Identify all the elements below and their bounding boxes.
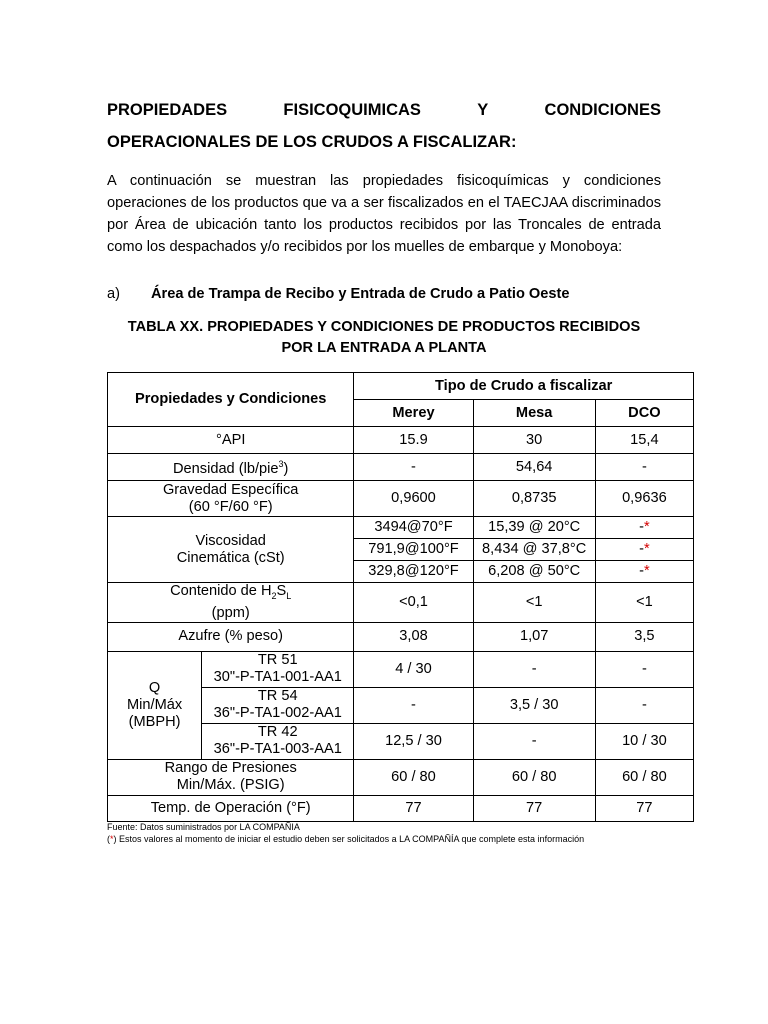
cell-mesa: 3,5 / 30 (473, 687, 595, 723)
header-mesa: Mesa (473, 400, 595, 427)
cell-dco: 0,9636 (595, 481, 693, 517)
trunk-line-label (202, 687, 354, 723)
cell-mesa: 30 (473, 427, 595, 454)
footnote-open: ( (107, 834, 110, 844)
h2s-sub: 2 (271, 590, 277, 601)
properties-table (107, 372, 694, 822)
flow-label-line3: (MBPH) (128, 713, 181, 730)
gravity-label-line1: Gravedad Específica (162, 481, 299, 498)
cell-dco (595, 539, 693, 561)
gravity-label-line2: (60 °F/60 °F) (188, 498, 273, 515)
heading-word: PROPIEDADES (107, 101, 228, 119)
cell-mesa: 77 (473, 795, 595, 821)
cell-merey: 60 / 80 (354, 759, 473, 795)
cell-dco (595, 561, 693, 583)
header-dco: DCO (595, 400, 693, 427)
density-label: Densidad (lb/pie (173, 460, 279, 477)
asterisk-marker: * (643, 563, 650, 579)
flow-label (108, 651, 202, 759)
table-caption-line1: TABLA XX. PROPIEDADES Y CONDICIONES DE PRODUCTOS RECIBIDOS (127, 319, 641, 335)
pressure-label-line1: Rango de Presiones (164, 760, 297, 777)
flow-label-line1: Q (148, 679, 161, 696)
cell-mesa: 60 / 80 (473, 759, 595, 795)
row-label (108, 517, 354, 583)
subsection-title (107, 284, 661, 304)
table-row-api (108, 427, 694, 454)
density-label-end: ) (283, 460, 289, 477)
row-label: °API (108, 427, 354, 454)
heading-word: CONDICIONES (544, 101, 661, 119)
table-row-pressure (108, 759, 694, 795)
cell-merey: 3494@70°F (354, 517, 473, 539)
cell-mesa: 1,07 (473, 622, 595, 651)
cell-dco: - (595, 651, 693, 687)
trunk-id: TR 51 (257, 652, 298, 669)
table-caption (107, 317, 661, 359)
cell-merey: 0,9600 (354, 481, 473, 517)
footnote-text: ) Estos valores al momento de iniciar el estudio deben ser solicitados a LA COMPAÑÍA que complete esta información (113, 834, 585, 844)
cell-mesa: 15,39 @ 20°C (473, 517, 595, 539)
table-row-gravity (108, 481, 694, 517)
dco-value: - (639, 563, 644, 579)
cell-dco: 15,4 (595, 427, 693, 454)
row-label (108, 583, 354, 623)
trunk-id: TR 54 (257, 688, 298, 705)
row-label (108, 481, 354, 517)
cell-merey: 4 / 30 (354, 651, 473, 687)
dco-value: - (639, 519, 644, 535)
heading-word: FISICOQUIMICAS (283, 101, 421, 119)
table-row-flow (108, 651, 694, 687)
cell-dco: - (595, 687, 693, 723)
cell-merey: 329,8@120°F (354, 561, 473, 583)
h2s-label-mid: S (276, 583, 287, 599)
cell-merey: 3,08 (354, 622, 473, 651)
dco-value: - (639, 541, 644, 557)
h2s-sub: L (286, 590, 292, 601)
cell-mesa: - (473, 723, 595, 759)
subsection-text: Área de Trampa de Recibo y Entrada de Crudo a Patio Oeste (151, 286, 570, 302)
cell-merey: - (354, 454, 473, 481)
cell-merey: - (354, 687, 473, 723)
asterisk-marker: * (643, 541, 650, 557)
cell-dco: <1 (595, 583, 693, 623)
cell-dco: 77 (595, 795, 693, 821)
pressure-label-line2: Min/Máx. (PSIG) (176, 777, 285, 794)
header-crude-type: Tipo de Crudo a fiscalizar (354, 373, 694, 400)
cell-merey: <0,1 (354, 583, 473, 623)
cell-merey: 15.9 (354, 427, 473, 454)
cell-mesa: 54,64 (473, 454, 595, 481)
table-header-row (108, 373, 694, 400)
cell-merey: 12,5 / 30 (354, 723, 473, 759)
section-heading-line2: OPERACIONALES DE LOS CRUDOS A FISCALIZAR: (107, 133, 517, 151)
cell-mesa: 8,434 @ 37,8°C (473, 539, 595, 561)
row-label: Temp. de Operación (°F) (108, 795, 354, 821)
table-caption-line2: POR LA ENTRADA A PLANTA (281, 340, 487, 356)
footnote-source: Fuente: Datos suministrados por LA COMPAÑIA (107, 822, 300, 832)
cell-dco: - (595, 454, 693, 481)
intro-paragraph: A continuación se muestran las propiedades fisicoquímicas y condiciones operaciones de los productos que va a ser fiscalizados en el TAECJAA discriminados por Área de ubicación tanto los productos recibidos por las Troncales de entrada como los despachados y/o recibidos por los muelles de embarque y Monoboya: (107, 173, 661, 255)
h2s-unit: (ppm) (211, 604, 250, 621)
line-code: 36"-P-TA1-002-AA1 (213, 705, 342, 722)
line-code: 36"-P-TA1-003-AA1 (213, 741, 342, 758)
cell-dco: 3,5 (595, 622, 693, 651)
table-row-temperature (108, 795, 694, 821)
density-sup: 3 (278, 459, 284, 470)
trunk-line-label (202, 723, 354, 759)
viscosity-label-line2: Cinemática (cSt) (176, 549, 285, 566)
h2s-label-text: Contenido de H (170, 583, 272, 599)
row-label (108, 759, 354, 795)
cell-dco (595, 517, 693, 539)
row-label (108, 454, 354, 481)
cell-merey: 77 (354, 795, 473, 821)
cell-mesa: 0,8735 (473, 481, 595, 517)
row-label: Azufre (% peso) (108, 622, 354, 651)
trunk-line-label (202, 651, 354, 687)
trunk-id: TR 42 (257, 724, 298, 741)
viscosity-label-line1: Viscosidad (195, 532, 266, 549)
cell-mesa: 6,208 @ 50°C (473, 561, 595, 583)
cell-dco: 10 / 30 (595, 723, 693, 759)
flow-label-line2: Min/Máx (127, 696, 183, 713)
header-merey: Merey (354, 400, 473, 427)
subsection-marker: a) (107, 286, 120, 302)
cell-mesa: <1 (473, 583, 595, 623)
cell-merey: 791,9@100°F (354, 539, 473, 561)
cell-mesa: - (473, 651, 595, 687)
table-footnotes (107, 821, 694, 845)
line-code: 30"-P-TA1-001-AA1 (213, 669, 342, 686)
table-row-h2s (108, 583, 694, 623)
cell-dco: 60 / 80 (595, 759, 693, 795)
table-row-density (108, 454, 694, 481)
h2s-label (110, 583, 351, 605)
table-row-viscosity (108, 517, 694, 539)
footnote-note (107, 833, 694, 845)
asterisk-marker: * (110, 834, 114, 844)
asterisk-marker: * (643, 519, 650, 535)
section-heading-line1 (107, 100, 661, 120)
header-properties: Propiedades y Condiciones (108, 373, 354, 427)
table-row-sulfur (108, 622, 694, 651)
heading-word: Y (477, 101, 489, 119)
